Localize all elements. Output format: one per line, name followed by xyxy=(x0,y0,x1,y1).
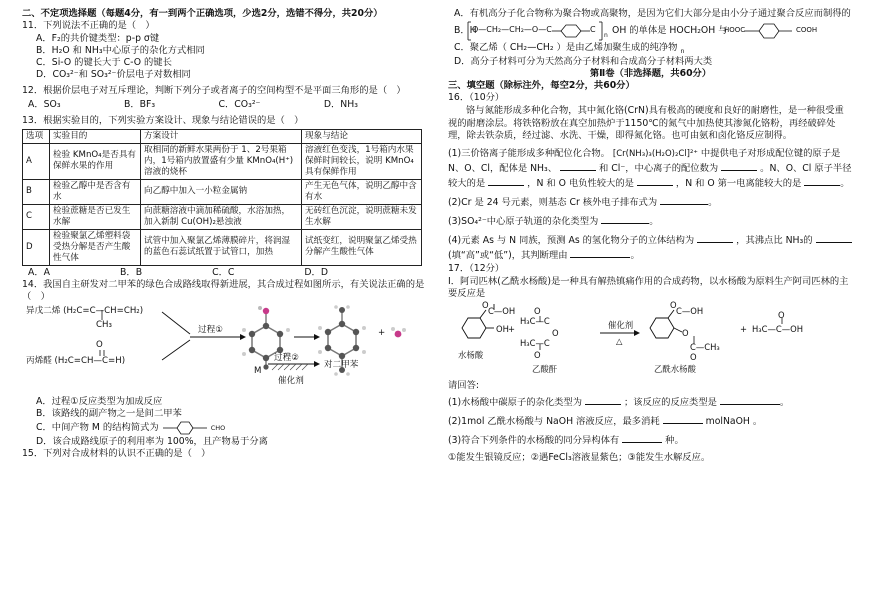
q16-part3 xyxy=(448,214,853,228)
q12-stem: 12．根据价层电子对互斥理论，判断下列分子或者离子的空间构型不是平面三角形的是（ ） xyxy=(22,85,406,97)
q13-cell-1-2: 向乙醇中加入一小粒金属钠 xyxy=(141,179,302,204)
q13-header-3: 现象与结论 xyxy=(302,129,422,143)
q16-end-4: 。 xyxy=(630,249,640,261)
q12-options xyxy=(22,99,358,111)
q17-part2 xyxy=(448,414,853,428)
q15b-cooh-right: COOH xyxy=(796,26,818,35)
q16-end-1: 。 xyxy=(840,178,850,190)
q16-part4 xyxy=(448,233,853,263)
anhydride-lower: H₃C—C xyxy=(520,338,550,348)
q14-option-a: A．过程①反应类型为加成反应 xyxy=(36,395,163,407)
q17-intro: Ⅰ．阿司匹林(乙酰水杨酸)是一种具有解热镇痛作用的合成药物，以水杨酸为原料生产阿司匹林的主要反应是 xyxy=(448,275,849,299)
q17-ask: 请回答: xyxy=(448,380,480,391)
q14-option-d: D．该合成路线原子的利用率为 100%，且产物易于分离 xyxy=(36,436,268,448)
q13-answer-c: C．C xyxy=(212,266,235,278)
q15c-n: n xyxy=(680,47,685,55)
left-column xyxy=(22,8,430,461)
acrolein-label: 丙烯醛 (H₂C=CH—C=H) xyxy=(26,355,126,366)
q17-blank-3[interactable] xyxy=(663,414,703,424)
p-xylene-label: 对二甲苯 xyxy=(324,359,359,370)
q16-end-3: 。 xyxy=(649,215,659,227)
q13-cell-3-0: D xyxy=(23,229,50,265)
aspirin-label: 乙酰水杨酸 xyxy=(654,364,696,374)
heat-symbol: △ xyxy=(616,336,623,346)
q16-s1e: ，N 和 O 电负性较大的是 xyxy=(527,178,634,190)
q17-end-1: 。 xyxy=(779,397,790,409)
q16-blank-5[interactable] xyxy=(804,176,840,186)
q13-header-1: 实验目的 xyxy=(50,129,141,143)
part2-title: 第Ⅱ卷（非选择题，共60分） xyxy=(589,68,712,80)
acetic-acid: H₃C—C—OH xyxy=(752,324,803,334)
q13-header-2: 方案设计 xyxy=(141,129,302,143)
q12-option-b: B．BF₃ xyxy=(123,98,156,110)
q13-cell-2-1: 检验蔗糖是否已发生水解 xyxy=(50,204,141,229)
q13-cell-3-3: 试纸变红，说明聚氯乙烯受热分解产生酸性气体 xyxy=(302,229,422,265)
q13-cell-1-1: 检验乙醇中是否含有水 xyxy=(50,179,141,204)
q13-answer-b: B．B xyxy=(120,266,143,278)
q14-option-c-text: C．中间产物 M 的结构简式为 xyxy=(36,422,159,434)
q17-s2b: molNaOH 。 xyxy=(705,416,763,428)
q16-blank-2[interactable] xyxy=(721,161,757,171)
q17-s3a: (3)符合下列条件的水杨酸的同分异构体有 xyxy=(448,435,620,447)
catalyst-hatch xyxy=(272,364,308,370)
q17-conditions: ①能发生银镜反应；②遇FeCl₃溶液显紫色；③能发生水解反应。 xyxy=(448,452,711,464)
q15b-prefix: B．H xyxy=(454,25,477,37)
q12-option-c: C．CO₃²⁻ xyxy=(218,98,261,110)
q16-blank-4[interactable] xyxy=(637,176,673,186)
q13-table-header xyxy=(23,129,422,143)
plus-sign: + xyxy=(378,327,386,338)
aspirin-acyl: C—CH₃ xyxy=(690,342,720,352)
aspirin-cooh: C—OH xyxy=(676,306,704,316)
q16-s2: (2)Cr 是 24 号元素，则基态 Cr 核外电子排布式为 xyxy=(448,196,658,208)
q13-cell-1-0: B xyxy=(23,179,50,204)
section3-title: 三、填空题（除标注外，每空2分，共60分） xyxy=(448,80,635,92)
q13-stem: 13．根据实验目的，下列实验方案设计、现象与结论错误的是（ ） xyxy=(22,114,304,126)
q11-option-a: A．F₂的共价键类型：p-p σ键 xyxy=(36,33,160,45)
q17-s3b: 种。 xyxy=(665,435,684,447)
q16-blank-10[interactable] xyxy=(570,248,630,258)
q11-option-d: D．CO₃²⁻和 SO₃²⁻价层电子对数相同 xyxy=(36,69,191,81)
q16-paragraph: 铬与氮能形成多种化合物，其中氮化铬(CrN)具有极高的硬度和良好的耐磨性，是一种很受重视的耐磨涂层。将铁铬粉放在真空加热炉于1150℃的氮气中加热使其渗氮化铬粉，再经破碎处理，除去铁杂质，经过滤、水洗、干燥，即得氮化铬。也可由氨和卤化铬反应制得。 xyxy=(448,105,844,141)
q16-s1d: 。N、O、Cl 原子半径较大的是 xyxy=(448,163,852,190)
benzaldehyde-ring-icon xyxy=(161,420,209,436)
q15b-suffix: OH 的单体是 HOCH₂OH 与 xyxy=(612,25,728,37)
anhydride-o-top: O xyxy=(534,306,541,316)
q16-blank-1[interactable] xyxy=(560,161,596,171)
q13-cell-3-1: 检验聚氯乙烯塑料袋受热分解是否产生酸性气体 xyxy=(50,229,141,265)
q16-s1f: ，N 和 O 第一电离能较大的是 xyxy=(675,178,802,190)
q16-end-2: 。 xyxy=(708,196,718,208)
q15b-n: n xyxy=(604,32,608,40)
q17-s1: (1)水杨酸中碳原子的杂化类型为 xyxy=(448,397,583,409)
q13-cell-0-2: 取相同的新鲜水果两份于 1、2号果箱内，1号箱内放置盛有少量 KMnO₄(H⁺)溶液的烧杯 xyxy=(141,143,302,179)
q16-blank-6[interactable] xyxy=(660,195,708,205)
q13-table-body xyxy=(23,143,422,265)
table-row xyxy=(23,143,422,179)
q12-option-d: D．NH₃ xyxy=(323,98,358,110)
q16-s4c: (填“高”或“低”)，其判断理由 xyxy=(448,249,568,261)
salicylic-o: O xyxy=(482,300,489,310)
reactant-plus: + xyxy=(508,324,516,334)
q17-part1 xyxy=(448,395,853,409)
water-model xyxy=(391,327,406,337)
isoprene-label: 异戊二烯 (H₂C=C—CH=CH₂) xyxy=(26,305,144,316)
isoprene-methyl: CH₃ xyxy=(96,319,112,330)
q13-cell-0-0: A xyxy=(23,143,50,179)
aspirin-ester-o: O xyxy=(682,328,689,338)
q16-blank-9[interactable] xyxy=(816,233,852,243)
terephthalic-ring-icon xyxy=(744,20,794,42)
step2-label: 过程② xyxy=(274,352,299,363)
q15b-cooh-left: HOOC xyxy=(724,26,746,35)
q16-blank-8[interactable] xyxy=(697,233,733,243)
aspirin-acyl-o: O xyxy=(690,352,697,362)
q17-blank-4[interactable] xyxy=(622,433,662,443)
q15-option-a: A．有机高分子化合物称为聚合物或高聚物，是因为它们大部分是由小分子通过聚合反应而制得的 xyxy=(454,8,851,19)
q13-header-0: 选项 xyxy=(23,129,50,143)
q17-stem: 17．（12分） xyxy=(448,262,505,274)
anhydride-upper: H₃C—C xyxy=(520,316,550,326)
q16-blank-7[interactable] xyxy=(601,214,649,224)
q17-s1b: ；该反应的反应类型是 xyxy=(623,397,717,409)
q14-diagram xyxy=(22,304,430,396)
q15-option-b xyxy=(454,20,853,42)
table-row xyxy=(23,204,422,229)
q17-blank-2[interactable] xyxy=(720,395,780,405)
q11-option-c: C．Si-O 的键长大于 C-O 的键长 xyxy=(36,57,172,69)
synthesis-scheme xyxy=(22,304,430,396)
q16-blank-3[interactable] xyxy=(488,176,524,186)
q16-s3: (3)SO₄²⁻中心原子轨道的杂化类型为 xyxy=(448,215,599,227)
catalyst-label: 催化剂 xyxy=(608,320,634,330)
q14-option-c-cho: CHO xyxy=(210,423,226,432)
anhydride-o-bottom: O xyxy=(534,350,541,360)
q14-stem: 14．我国自主研发对二甲苯的绿色合成路线取得新进展，其合成过程如图所示，有关说法正确的是（ ） xyxy=(22,278,425,302)
salicylic-label: 水杨酸 xyxy=(458,350,484,360)
q16-s4a: (4)元素 As 与 N 同族，预测 As 的氢化物分子的立体结构为 xyxy=(448,234,695,246)
table-row xyxy=(23,179,422,204)
q13-cell-3-2: 试管中加入聚氯乙烯薄膜碎片，将润湿的蓝色石蕊试纸置于试管口，加热 xyxy=(141,229,302,265)
section2-title: 二、不定项选择题（每题4分，有一到两个正确选项，少选2分，选错不得分，共20分） xyxy=(22,8,383,19)
q15b-c-tail: C xyxy=(590,25,596,35)
table-row xyxy=(23,229,422,265)
q13-table xyxy=(22,129,422,266)
right-column xyxy=(448,8,853,465)
aspirin-reaction xyxy=(448,300,853,380)
q13-answers xyxy=(22,267,328,279)
q13-cell-0-1: 检验 KMnO₄是否具有保鲜水果的作用 xyxy=(50,143,141,179)
anhydride-label: 乙酸酐 xyxy=(532,364,558,374)
q11-stem: 11．下列说法不正确的是（ ） xyxy=(22,20,155,32)
q17-part3 xyxy=(448,433,853,447)
product-plus: + xyxy=(740,324,748,334)
m-label: M xyxy=(254,365,262,376)
salicylic-cooh: C—OH xyxy=(488,306,516,316)
q16-part1 xyxy=(448,146,853,192)
q15-stem: 15．下列对合成材料的认识不正确的是（ ） xyxy=(22,448,211,460)
q13-cell-2-0: C xyxy=(23,204,50,229)
q13-cell-1-3: 产生无色气体，说明乙醇中含有水 xyxy=(302,179,422,204)
step1-label: 过程① xyxy=(198,324,223,335)
anhydride-bridge-o: O xyxy=(552,328,559,338)
q16-complex: [Cr(NH₃)₃(H₂O)₂Cl]²⁺ xyxy=(612,148,698,159)
q17-blank-1[interactable] xyxy=(585,395,621,405)
q13-cell-0-3: 溶液红色变浅，1号箱内水果保鲜时间较长，说明 KMnO₄具有保鲜作用 xyxy=(302,143,422,179)
q15-option-d: D．高分子材料可分为天然高分子材料和合成高分子材料两大类 xyxy=(454,56,713,68)
q14-option-c xyxy=(22,420,430,436)
q13-answer-d: D．D xyxy=(304,266,328,278)
q17-s2a: (2)1mol 乙酰水杨酸与 NaOH 溶液反应，最多消耗 xyxy=(448,416,660,428)
acrolein-o-label: O xyxy=(96,339,103,350)
q13-cell-2-2: 向蔗糖溶液中滴加稀硫酸，水浴加热，加入新制 Cu(OH)₂悬浊液 xyxy=(141,204,302,229)
q13-cell-2-3: 无砖红色沉淀，说明蔗糖未发生水解 xyxy=(302,204,422,229)
q16-part2 xyxy=(448,195,853,209)
q14-option-b: B．该路线的副产物之一是间二甲苯 xyxy=(36,408,182,420)
q16-stem: 16．（10分） xyxy=(448,92,505,104)
q16-s1c: 和 Cl⁻，中心离子的配位数为 xyxy=(599,163,719,175)
q13-answer-a: A．A xyxy=(28,266,51,278)
aspirin-o: O xyxy=(670,300,677,310)
q16-s1a: (1)三价铬离子能形成多种配位化合物。 xyxy=(448,147,610,159)
q12-option-a: A．SO₃ xyxy=(28,98,61,110)
salicylic-oh: OH xyxy=(496,324,509,334)
q15b-chain: O—CH₂—CH₂—O—C xyxy=(472,25,552,35)
q15-option-c-text: C．聚乙烯（ CH₂—CH₂ ）是由乙烯加聚生成的纯净物 xyxy=(454,42,678,54)
q16-s4b: ，其沸点比 NH₃的 xyxy=(736,234,813,246)
q16-s1b: 中提供电子对形成配位键的原子是 N、O、Cl，配体是 NH₃、 xyxy=(448,147,841,175)
q11-option-b: B．H₂O 和 NH₃中心原子的杂化方式相同 xyxy=(36,45,205,57)
acetic-o: O xyxy=(778,310,785,320)
q15-option-c xyxy=(448,42,853,56)
catalyst-label: 催化剂 xyxy=(278,375,304,386)
